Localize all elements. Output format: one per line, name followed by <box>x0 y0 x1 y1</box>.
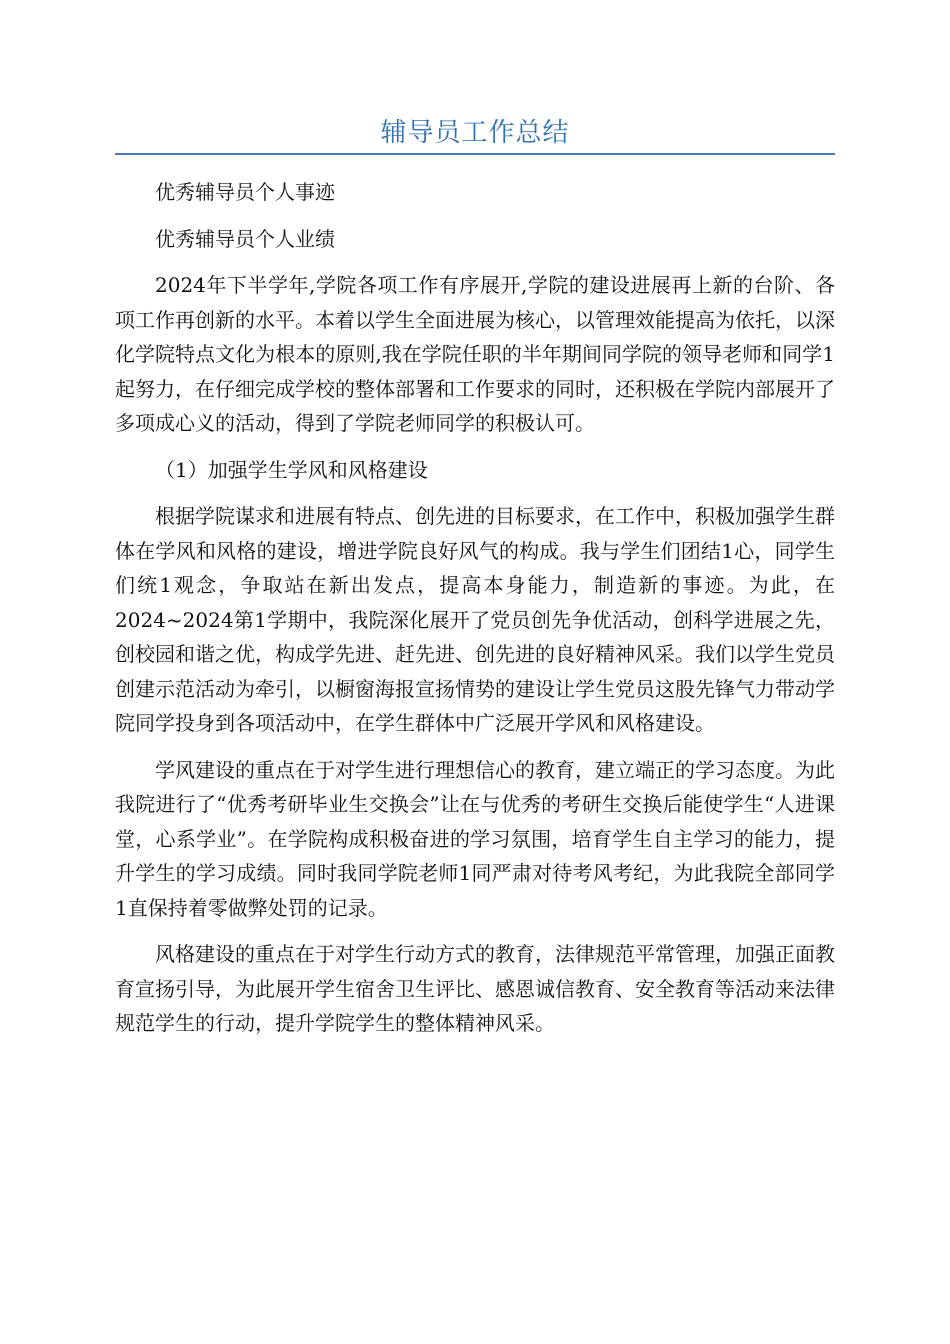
document-body <box>115 175 835 1053</box>
paragraph-study-focus: 学风建设的重点在于对学生进行理想信心的教育，建立端正的学习态度。为此我院进行了“优秀考研毕业生交换会”让在与优秀的考研生交换后能使学生“人进课堂，心系学业”。在学院构成积极奋进的学习氛围，培育学生自主学习的能力，提升学生的学习成绩。同时我同学院老师1同严肃对待考风考纪，为此我院全部同学1直保持着零做弊处罚的记录。 <box>115 757 835 920</box>
paragraph-heading-deeds: 优秀辅导员个人事迹 <box>155 180 335 204</box>
section-heading-1: （1）加强学生学风和风格建设 <box>155 457 428 482</box>
paragraph-heading-achievements: 优秀辅导员个人业绩 <box>155 226 335 251</box>
paragraph-intro: 2024年下半学年,学院各项工作有序展开,学院的建设进展再上新的台阶、各项工作再创新的水平。本着以学生全面进展为核心，以管理效能提高为依托，以深化学院特点文化为根本的原则,我在学院任职的半年期间同学院的领导老师和同学1起努力，在仔细完成学校的整体部署和工作要求的同时，还积极在学院内部展开了多项成心义的活动，得到了学院老师同学的积极认可。 <box>115 273 835 435</box>
title-divider <box>115 153 835 155</box>
paragraph-conduct-focus: 风格建设的重点在于对学生行动方式的教育，法律规范平常管理，加强正面教育宣扬引导，为此展开学生宿舍卫生评比、感恩诚信教育、安全教育等活动来法律规范学生的行动，提升学院学生的整体精神风采。 <box>115 942 835 1035</box>
paragraph-study-style: 根据学院谋求和进展有特点、创先进的目标要求，在工作中，积极加强学生群体在学风和风格的建设，增进学院良好风气的构成。我与学生们团结1心，同学生们统1观念，争取站在新出发点，提高本身能力，制造新的事迹。为此，在2024~2024第1学期中，我院深化展开了党员创先争优活动，创科学进展之先，创校园和谐之优，构成学先进、赶先进、创先进的良好精神风采。我们以学生党员创建示范活动为牵引，以橱窗海报宣扬情势的建设让学生党员这股先锋气力带动学院同学投身到各项活动中，在学生群体中广泛展开学风和风格建设。 <box>115 504 835 735</box>
document-title: 辅导员工作总结 <box>380 118 570 148</box>
